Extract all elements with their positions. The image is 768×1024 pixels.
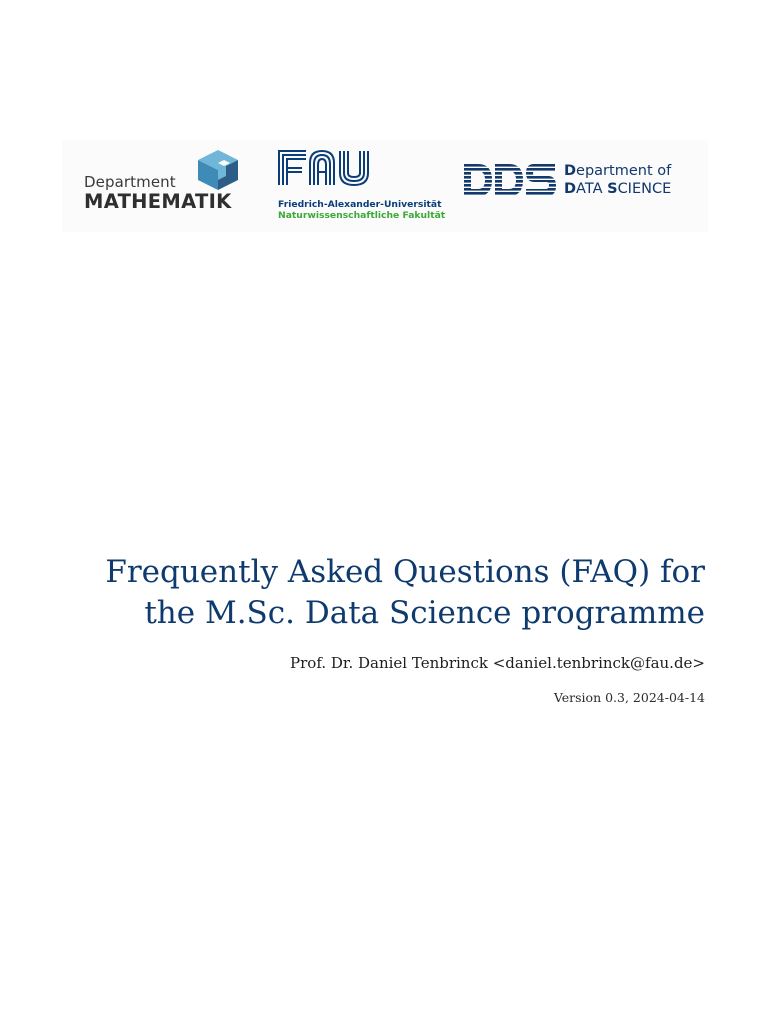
- dds-line2-cience: CIENCE: [617, 181, 672, 197]
- document-title-line1: Frequently Asked Questions (FAQ) for: [105, 554, 705, 590]
- dds-line1-initial: D: [564, 163, 577, 179]
- document-title: [25, 552, 705, 634]
- data-science-department-logo: [464, 158, 694, 208]
- author-line: Prof. Dr. Daniel Tenbrinck <daniel.tenbrinck@fau.de>: [290, 654, 705, 672]
- fau-logo-line1: Friedrich-Alexander-Universität: [278, 199, 442, 210]
- fau-letters-icon: [278, 150, 374, 186]
- dds-line2-initial-d: D: [564, 181, 577, 197]
- dds-logo-text: [564, 162, 671, 198]
- dds-logo-line1: [564, 162, 671, 180]
- cube-icon: [198, 150, 238, 190]
- title-block: [25, 552, 705, 706]
- dds-logo-line2: [564, 180, 671, 198]
- document-title-line2: the M.Sc. Data Science programme: [144, 595, 705, 631]
- revision-line: Version 0.3, 2024-04-14: [553, 690, 705, 705]
- dds-line2-initial-s: S: [607, 181, 618, 197]
- mathematik-logo-line2: MATHEMATIK: [84, 190, 232, 213]
- dds-line1-rest: epartment of: [576, 163, 672, 179]
- mathematik-logo-line1: Department: [84, 173, 176, 191]
- dds-line2-ata: ATA: [576, 181, 608, 197]
- fau-logo-line2: Naturwissenschaftliche Fakultät: [278, 210, 446, 221]
- department-mathematik-logo: [84, 150, 244, 222]
- dds-letters-icon: [464, 164, 556, 196]
- header-logo-band: [62, 140, 708, 232]
- fau-logo: [276, 150, 446, 222]
